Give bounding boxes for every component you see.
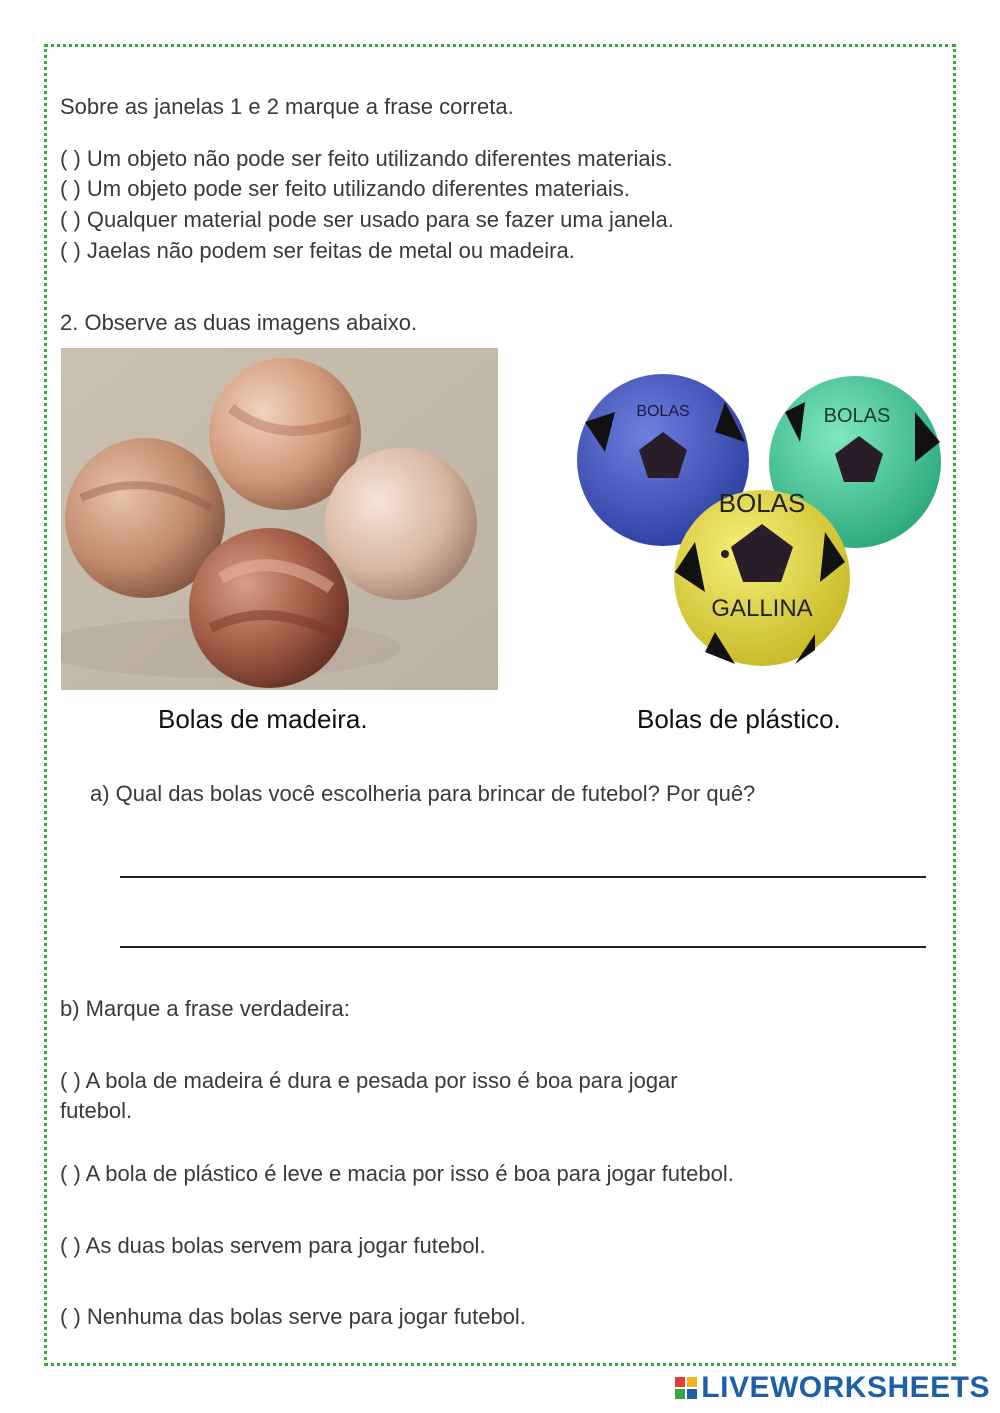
b-option-1[interactable]: ( ) A bola de madeira é dura e pesada por isso é boa para jogar xyxy=(60,1068,678,1093)
liveworksheets-logo xyxy=(675,1371,990,1405)
b-option-4[interactable]: ( ) Nenhuma das bolas serve para jogar futebol. xyxy=(60,1304,526,1329)
q1-option-4[interactable]: ( ) Jaelas não podem ser feitas de metal ou madeira. xyxy=(60,238,575,263)
green-ball-text: BOLAS xyxy=(823,405,891,427)
wooden-balls-image xyxy=(61,348,498,690)
question-b: b) Marque a frase verdadeira: xyxy=(60,996,350,1021)
b-option-2[interactable]: ( ) A bola de plástico é leve e macia por isso é boa para jogar futebol. xyxy=(60,1161,734,1186)
plastic-balls-image xyxy=(575,372,945,667)
answer-line-1[interactable] xyxy=(120,876,926,878)
caption-wood: Bolas de madeira. xyxy=(158,704,368,734)
blue-ball-text: BOLAS xyxy=(636,403,690,420)
b-option-1-cont: futebol. xyxy=(60,1098,133,1123)
logo-text: LIVEWORKSHEETS xyxy=(701,1371,990,1404)
q2-title: 2. Observe as duas imagens abaixo. xyxy=(60,310,418,335)
yellow-ball-text-top: BOLAS xyxy=(718,488,806,518)
caption-plastic: Bolas de plástico. xyxy=(637,704,841,734)
logo-icon xyxy=(675,1377,697,1399)
q1-option-1[interactable]: ( ) Um objeto não pode ser feito utilizando diferentes materiais. xyxy=(60,146,673,171)
yellow-ball-text-bottom: GALLINA xyxy=(711,595,813,622)
b-option-3[interactable]: ( ) As duas bolas servem para jogar futebol. xyxy=(60,1233,486,1258)
q1-option-2[interactable]: ( ) Um objeto pode ser feito utilizando diferentes materiais. xyxy=(60,176,630,201)
q1-option-3[interactable]: ( ) Qualquer material pode ser usado para se fazer uma janela. xyxy=(60,207,674,232)
answer-line-2[interactable] xyxy=(120,946,926,948)
q1-title: Sobre as janelas 1 e 2 marque a frase correta. xyxy=(60,94,514,119)
question-a: a) Qual das bolas você escolheria para brincar de futebol? Por quê? xyxy=(90,781,756,806)
